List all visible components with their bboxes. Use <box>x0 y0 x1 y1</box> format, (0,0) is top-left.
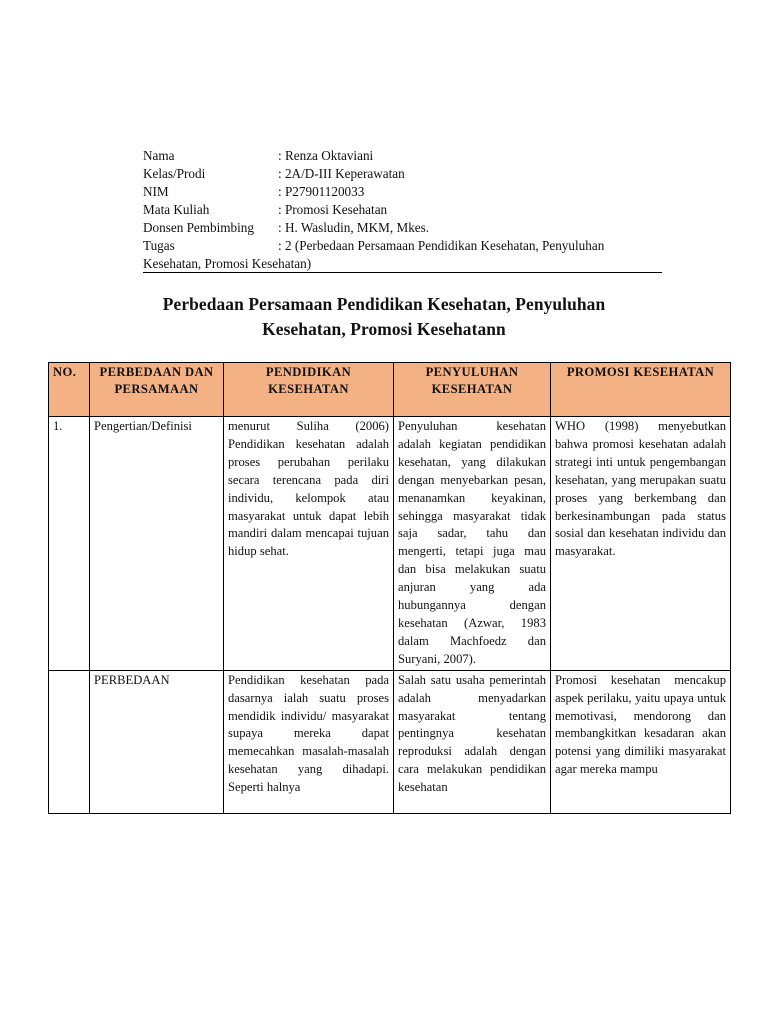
cell-pendidikan <box>224 670 394 813</box>
cell-promosi: WHO (1998) menyebutkan bahwa promosi kesehatan adalah strategi inti untuk pengembangan kesehatan, yang merupakan suatu proses yang berkembang dan berkesinambungan pada status sosial dan kesehatan individu dan masyarakat. <box>551 417 731 671</box>
cell-promosi <box>551 670 731 813</box>
student-info <box>143 147 663 273</box>
cell-no <box>49 670 90 813</box>
info-value: : Promosi Kesehatan <box>278 202 388 217</box>
info-row-kelas <box>143 165 663 183</box>
header-pendidikan-kesehatan: PENDIDIKAN KESEHATAN <box>224 363 394 417</box>
info-label: Donsen Pembimbing <box>143 220 254 235</box>
cell-penyuluhan <box>394 670 551 813</box>
cell-aspect: PERBEDAAN <box>90 670 224 813</box>
info-label: Kelas/Prodi <box>143 166 206 181</box>
info-row-nama <box>143 147 663 165</box>
title-line: Kesehatan, Promosi Kesehatann <box>262 319 506 339</box>
header-perbedaan-persamaan: PERBEDAAN DAN PERSAMAAN <box>90 363 224 417</box>
comparison-table <box>48 362 731 814</box>
info-value: : P27901120033 <box>278 184 365 199</box>
info-label: NIM <box>143 184 169 199</box>
cell-pendidikan: menurut Suliha (2006) Pendidikan kesehatan adalah proses perubahan perilaku secara terencana pada diri individu, kelompok atau masyarakat untuk dapat lebih mandiri dalam mencapai tujuan hidup sehat. <box>224 417 394 671</box>
info-label: Mata Kuliah <box>143 202 210 217</box>
info-value: : Renza Oktaviani <box>278 148 374 163</box>
header-divider <box>143 272 662 273</box>
info-value: : H. Wasludin, MKM, Mkes. <box>278 220 430 235</box>
info-row-tugas <box>143 237 663 255</box>
info-label: Nama <box>143 148 175 163</box>
cell-text: Salah satu usaha pemerintah adalah menyadarkan masyarakat tentang pentingnya kesehatan reproduksi adalah dengan cara melakukan pendidikan kesehatan <box>398 672 546 795</box>
title-line: Perbedaan Persamaan Pendidikan Kesehatan, Penyuluhan <box>162 294 606 314</box>
document-title <box>100 292 668 342</box>
table-row <box>49 670 731 813</box>
info-value: : 2A/D-III Keperawatan <box>278 166 405 181</box>
info-tugas-continuation: Kesehatan, Promosi Kesehatan) <box>143 256 312 271</box>
cell-aspect: Pengertian/Definisi <box>90 417 224 671</box>
header-no: NO. <box>49 363 90 417</box>
header-promosi-kesehatan: PROMOSI KESEHATAN <box>551 363 731 417</box>
cell-no: 1. <box>49 417 90 671</box>
info-row-dosen <box>143 219 663 237</box>
cell-text: Promosi kesehatan mencakup aspek perilaku, yaitu upaya untuk memotivasi, mendorong dan membangkitkan kesadaran akan potensi yang dimiliki masyarakat agar mereka mampu <box>555 672 726 777</box>
table-row <box>49 417 731 671</box>
cell-text: Pendidikan kesehatan pada dasarnya ialah suatu proses mendidik individu/ masyarakat supaya mereka dapat memecahkan masalah-masalah kesehatan yang dihadapi. Seperti halnya <box>228 672 389 795</box>
cell-penyuluhan: Penyuluhan kesehatan adalah kegiatan pendidikan kesehatan, yang dilakukan dengan menyebarkan pesan, menanamkan keyakinan, sehingga masyarakat tidak saja sadar, tahu dan mengerti, tetapi juga mau dan bisa melakukan suatu anjuran yang ada hubungannya dengan kesehatan (Azwar, 1983 dalam Machfoedz dan Suryani, 2007). <box>394 417 551 671</box>
info-row-mata-kuliah <box>143 201 663 219</box>
header-penyuluhan-kesehatan: PENYULUHAN KESEHATAN <box>394 363 551 417</box>
table-header-row <box>49 363 731 417</box>
info-value: : 2 (Perbedaan Persamaan Pendidikan Kesehatan, Penyuluhan <box>278 238 605 253</box>
info-row-nim <box>143 183 663 201</box>
info-label: Tugas <box>143 238 175 253</box>
